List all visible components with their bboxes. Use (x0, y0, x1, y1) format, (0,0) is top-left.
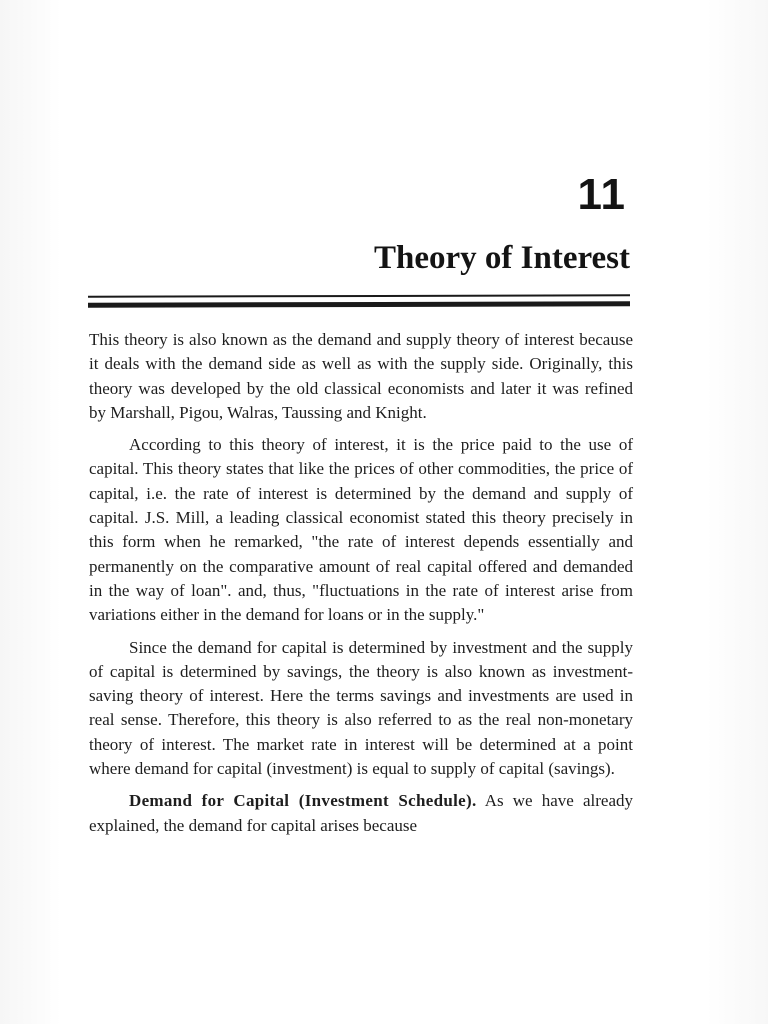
title-rule-thick (88, 301, 630, 307)
paragraph-3: Since the demand for capital is determined by investment and the supply of capital is determined by savings, the theory is also known as investment-saving theory of interest. Here the terms savings and investments are used in real sense. Therefore, this theory is also referred to as the real non-monetary theory of interest. The market rate in interest will be determined at a point where demand for capital (investment) is equal to supply of capital (savings). (89, 637, 633, 779)
paragraph-2: According to this theory of interest, it is the price paid to the use of capital. This theory states that like the prices of other commodities, the price of capital, i.e. the rate of interest is determined by the demand and supply of capital. J.S. Mill, a leading classical economist stated this theory precisely in this form when he remarked, "the rate of interest depends essentially and permanently on the comparative amount of real capital offered and demanded in the way of loan". and, thus, "fluctuations in the rate of interest arise from variations either in the demand for loans or in the supply." (89, 435, 633, 625)
chapter-number: 11 (577, 170, 626, 219)
body-text (89, 328, 633, 846)
section-heading: Demand for Capital (Investment Schedule). (129, 791, 477, 811)
paragraph-1: This theory is also known as the demand and supply theory of interest because it deals with the demand side as well as with the supply side. Originally, this theory was developed by the old classical economists and later it was refined by Marshall, Pigou, Walras, Taussing and Knight. (89, 330, 633, 422)
section-text: As we have already explained, the demand for capital arises because (89, 791, 633, 835)
chapter-title: Theory of Interest (373, 240, 630, 276)
section-paragraph (89, 789, 633, 838)
title-rule-thin (88, 294, 630, 297)
